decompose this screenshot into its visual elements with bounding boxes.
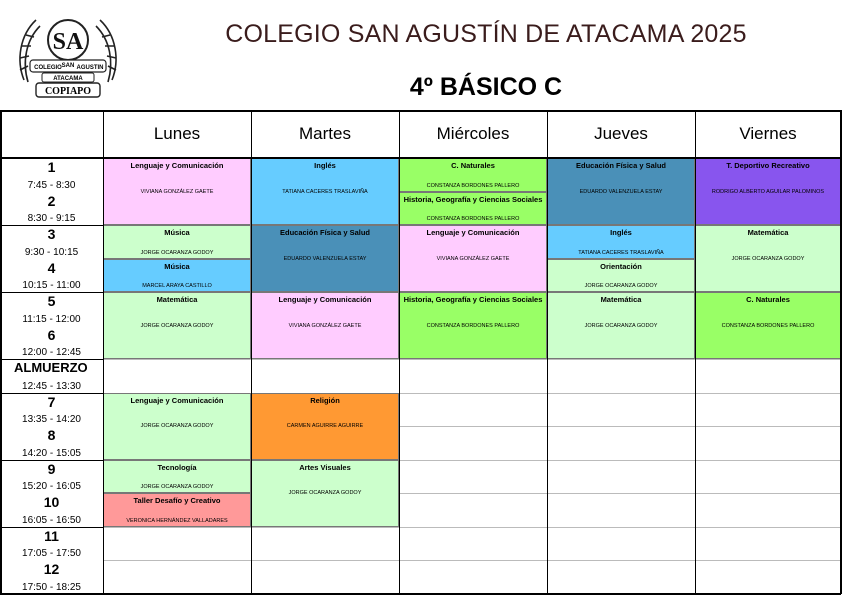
period-time: 13:35 - 14:20: [22, 414, 81, 425]
school-title: COLEGIO SAN AGUSTÍN DE ATACAMA 2025: [225, 20, 747, 48]
subject-name: Educación Física y Salud: [279, 228, 371, 237]
period-time: 12:00 - 12:45: [22, 347, 81, 358]
class-block: [251, 225, 399, 292]
svg-text:COPIAPO: COPIAPO: [44, 86, 92, 97]
class-block: [399, 158, 547, 192]
subject-name: Educación Física y Salud: [575, 161, 667, 170]
time-block-divider: [0, 460, 103, 461]
teacher-name: JORGE OCARANZA GODOY: [140, 484, 214, 490]
period-time: 17:50 - 18:25: [22, 581, 81, 593]
period-cell: [0, 493, 103, 527]
period-cell: [0, 393, 103, 427]
day-header-viernes: Viernes: [739, 124, 797, 143]
column-divider: [695, 110, 696, 594]
class-title: 4º BÁSICO C: [409, 73, 563, 101]
day-header-miércoles: Miércoles: [436, 124, 510, 143]
subject-name: Orientación: [600, 261, 642, 271]
subject-name: Lenguaje y Comunicación: [278, 295, 372, 304]
teacher-name: CONSTANZA BORDONES PALLERO: [426, 322, 520, 329]
period-number: 9: [47, 460, 56, 477]
teacher-name: MARCEL ARAYA CASTILLO: [142, 283, 212, 289]
column-divider: [0, 110, 2, 594]
teacher-name: TATIANA CACERES TRASLAVIÑA: [578, 249, 664, 256]
period-number: 11: [44, 527, 59, 544]
period-number: 5: [47, 293, 56, 309]
subject-name: Matemática: [747, 228, 789, 237]
period-time: 7:45 - 8:30: [27, 179, 76, 191]
period-cell: [0, 460, 103, 494]
class-block: [103, 225, 251, 259]
header-divider: [0, 157, 841, 159]
period-time: 8:30 - 9:15: [27, 213, 76, 224]
column-divider: [103, 110, 104, 594]
period-time: 12:45 - 13:30: [22, 380, 81, 392]
column-divider: [251, 110, 252, 594]
period-cell: [0, 225, 103, 259]
school-logo: [14, 10, 122, 102]
svg-text:COLEGIO: COLEGIO: [34, 65, 62, 71]
teacher-name: JORGE OCARANZA GODOY: [140, 322, 214, 329]
time-block-divider: [0, 359, 103, 360]
class-block: [547, 292, 695, 359]
teacher-name: TATIANA CACERES TRASLAVIÑA: [282, 188, 368, 195]
teacher-name: EDUARDO VALENZUELA ESTAY: [283, 255, 367, 262]
svg-text:AGUSTIN: AGUSTIN: [76, 65, 104, 71]
teacher-name: CONSTANZA BORDONES PALLERO: [426, 182, 520, 189]
time-block-divider: [0, 292, 103, 293]
period-number: 7: [47, 393, 56, 410]
subject-name: Música: [164, 228, 190, 237]
class-block: [547, 225, 695, 259]
period-number: 10: [43, 494, 60, 510]
period-cell: [0, 527, 103, 561]
period-time: 15:20 - 16:05: [22, 481, 81, 492]
period-number: 4: [47, 259, 56, 276]
period-cell: [0, 560, 103, 594]
subject-name: T. Deportivo Recreativo: [726, 161, 810, 170]
subject-name: Historia, Geografía y Ciencias Sociales: [403, 194, 543, 204]
period-time: 10:15 - 11:00: [22, 280, 81, 291]
teacher-name: VIVIANA GONZÁLEZ GAETE: [140, 188, 214, 195]
subject-name: Inglés: [610, 228, 632, 237]
class-block: [103, 460, 251, 494]
subject-name: Lenguaje y Comunicación: [426, 228, 520, 237]
column-divider: [399, 110, 400, 594]
period-time: 14:20 - 15:05: [22, 447, 81, 459]
class-block: [103, 393, 251, 460]
class-block: [103, 292, 251, 359]
period-cell: [0, 426, 103, 460]
schedule-grid: [0, 110, 841, 594]
teacher-name: JORGE OCARANZA GODOY: [731, 255, 805, 262]
period-number: 6: [47, 326, 56, 343]
teacher-name: CONSTANZA BORDONES PALLERO: [721, 322, 815, 329]
day-header-jueves: Jueves: [594, 124, 648, 143]
subject-name: Taller Desafío y Creativo: [133, 496, 221, 505]
class-block: [399, 225, 547, 292]
row-divider: [103, 560, 841, 561]
teacher-name: JORGE OCARANZA GODOY: [140, 423, 214, 429]
period-cell: [0, 259, 103, 293]
teacher-name: JORGE OCARANZA GODOY: [140, 249, 214, 256]
teacher-name: VERONICA HERNÁNDEZ VALLADARES: [126, 517, 228, 524]
logo-monogram: SA: [52, 29, 84, 55]
day-header-martes: Martes: [299, 124, 351, 143]
period-number: 3: [47, 226, 56, 242]
class-block: [251, 460, 399, 527]
class-block: [695, 158, 841, 225]
class-block: [103, 158, 251, 225]
period-time: 9:30 - 10:15: [24, 246, 79, 258]
subject-name: C. Naturales: [451, 161, 495, 170]
class-block: [251, 158, 399, 225]
class-block: [695, 225, 841, 292]
teacher-name: CONSTANZA BORDONES PALLERO: [426, 216, 520, 222]
svg-text:SAN: SAN: [61, 63, 75, 69]
class-block: [547, 158, 695, 225]
class-block: [547, 259, 695, 293]
class-block: [251, 393, 399, 460]
teacher-name: CARMEN AGUIRRE AGUIRRE: [286, 423, 364, 429]
time-block-divider: [0, 527, 103, 528]
teacher-name: EDUARDO VALENZUELA ESTAY: [579, 188, 663, 195]
subject-name: Religión: [310, 395, 340, 405]
column-divider: [547, 110, 548, 594]
time-block-divider: [0, 393, 103, 394]
period-cell: [0, 292, 103, 326]
period-time: 11:15 - 12:00: [22, 313, 81, 325]
teacher-name: VIVIANA GONZÁLEZ GAETE: [288, 322, 362, 329]
period-number: 1: [47, 159, 56, 175]
period-number: 8: [47, 427, 56, 443]
subject-name: Lenguaje y Comunicación: [130, 161, 224, 170]
day-header-lunes: Lunes: [153, 124, 201, 143]
period-number: 2: [47, 192, 56, 209]
period-number: 12: [43, 561, 60, 577]
teacher-name: RODRIGO ALBERTO AGUILAR PALOMINOS: [711, 188, 825, 195]
period-time: 16:05 - 16:50: [22, 514, 81, 526]
class-block: [251, 292, 399, 359]
class-block: [399, 192, 547, 226]
class-block: [103, 259, 251, 293]
teacher-name: JORGE OCARANZA GODOY: [584, 322, 658, 329]
row-divider: [103, 527, 841, 528]
subject-name: Inglés: [314, 161, 336, 170]
subject-name: C. Naturales: [746, 295, 790, 304]
svg-text:ATACAMA: ATACAMA: [53, 76, 83, 82]
grid-border-bottom: [0, 593, 841, 595]
period-cell: [0, 359, 103, 393]
subject-name: Música: [164, 261, 190, 271]
teacher-name: JORGE OCARANZA GODOY: [288, 490, 362, 496]
period-cell: [0, 158, 103, 192]
row-divider: [103, 359, 841, 360]
period-time: 17:05 - 17:50: [22, 548, 81, 559]
subject-name: Lenguaje y Comunicación: [130, 395, 224, 405]
time-block-divider: [0, 225, 103, 226]
period-cell: [0, 326, 103, 360]
teacher-name: VIVIANA GONZÁLEZ GAETE: [436, 255, 510, 262]
subject-name: Matemática: [156, 295, 198, 304]
class-block: [399, 292, 547, 359]
subject-name: Artes Visuales: [299, 462, 351, 472]
class-block: [695, 292, 841, 359]
grid-border-top: [0, 110, 841, 112]
class-block: [103, 493, 251, 527]
subject-name: Tecnología: [157, 462, 197, 472]
period-number: ALMUERZO: [14, 360, 88, 375]
subject-name: Historia, Geografía y Ciencias Sociales: [403, 295, 543, 304]
teacher-name: JORGE OCARANZA GODOY: [584, 283, 658, 289]
subject-name: Matemática: [600, 295, 642, 304]
period-cell: [0, 192, 103, 226]
